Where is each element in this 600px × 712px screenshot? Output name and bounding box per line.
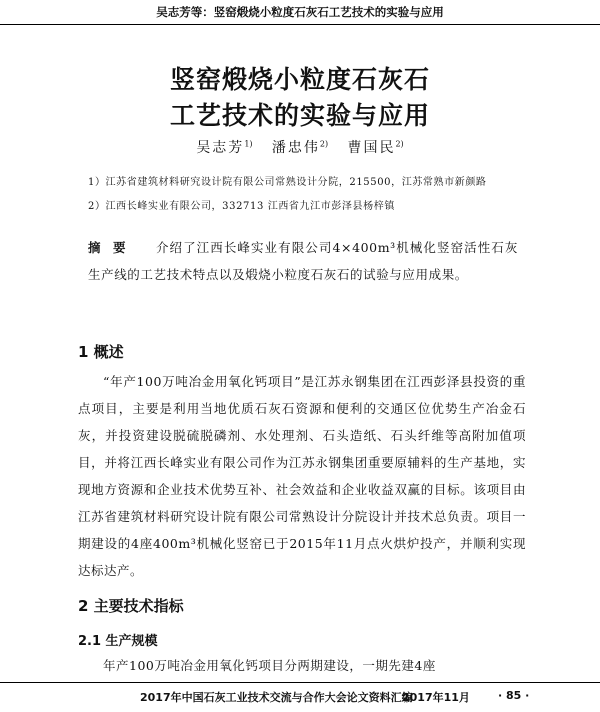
abstract-text: 介绍了江西长峰实业有限公司4×400m³机械化竖窑活性石灰生产线的工艺技术特点以及煅烧小粒度石灰石的试验与应用成果。	[88, 240, 518, 282]
author-list	[0, 137, 600, 157]
paper-title-line-1: 竖窑煅烧小粒度石灰石	[169, 65, 430, 94]
author-affiliation-mark: 2)	[395, 139, 404, 149]
author-name: 吴志芳	[196, 140, 245, 156]
section-heading-overview: 1 概述	[78, 343, 124, 361]
paper-title-line-2: 工艺技术的实验与应用	[169, 101, 430, 130]
section-heading-technical-indicators: 2 主要技术指标	[78, 597, 184, 615]
section-paragraph-production-scale: 年产100万吨冶金用氧化钙项目分两期建设，一期先建4座	[103, 658, 436, 673]
section-paragraph-overview: “年产100万吨冶金用氧化钙项目”是江苏永钢集团在江西彭泽县投资的重点项目，主要是利用当地优质石灰石资源和便利的交通区位优势生产冶金石灰，并投资建设脱硫脱磷剂、水处理剂、石头造纸、石头纤维等高附加值项目，并将江西长峰实业有限公司作为江苏永钢集团重要原辅料的生产基地，实现地方资源和企业技术优势互补、社会效益和企业收益双赢的目标。该项目由江苏省建筑材料研究设计院有限公司常熟设计分院设计并技术总负责。项目一期建设的4座400m³机械化竖窑已于2015年11月点火烘炉投产，并顺利实现达标达产。	[78, 374, 526, 578]
footer-journal-name: 2017年中国石灰工业技术交流与合作大会论文资料汇编	[140, 691, 413, 704]
subsection-heading-production-scale: 2.1 生产规模	[78, 634, 158, 649]
running-header: 吴志芳等：竖窑煅烧小粒度石灰石工艺技术的实验与应用	[0, 0, 600, 25]
abstract	[88, 234, 518, 288]
footer-date: 2017年11月	[402, 691, 470, 704]
abstract-label: 摘要	[88, 240, 138, 255]
author-affiliation-mark: 2)	[319, 139, 329, 149]
author-name: 曹国民	[347, 140, 396, 156]
affiliation-1: 1）江苏省建筑材料研究设计院有限公司常熟设计分院，215500，江苏常熟市新颜路	[88, 177, 487, 188]
affiliation-2: 2）江西长峰实业有限公司，332713 江西省九江市彭泽县杨梓镇	[88, 201, 395, 212]
author-affiliation-mark: 1)	[244, 139, 253, 149]
page-number: · 85 ·	[498, 689, 530, 702]
author-name: 潘忠伟	[271, 140, 320, 156]
page-footer	[0, 682, 600, 712]
